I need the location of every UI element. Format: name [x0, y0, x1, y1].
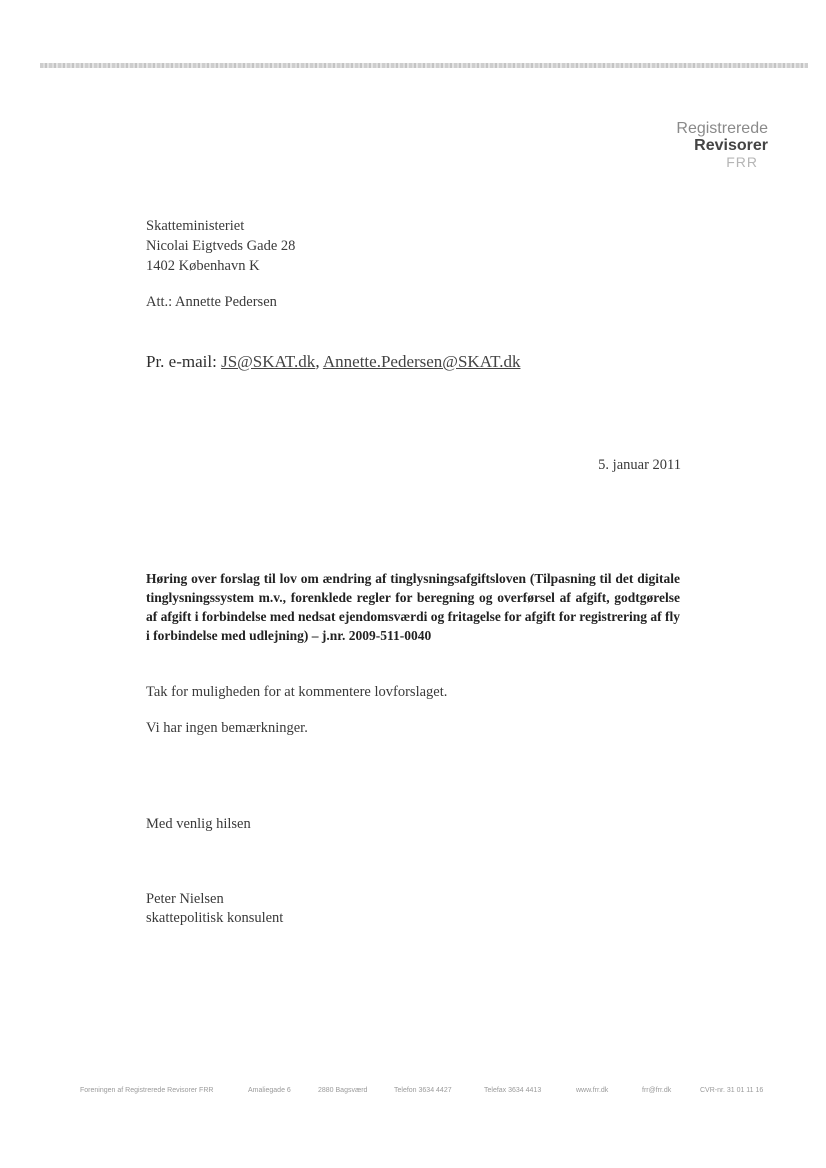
letter-date: 5. januar 2011	[598, 457, 681, 473]
body-paragraph-1: Tak for muligheden for at kommentere lovforslaget.	[146, 684, 448, 700]
footer-postal: 2880 Bagsværd	[318, 1087, 368, 1094]
email-separator: ,	[315, 352, 320, 371]
email-line	[146, 352, 520, 372]
attention-line: Att.: Annette Pedersen	[146, 294, 277, 310]
closing: Med venlig hilsen	[146, 816, 251, 832]
email-link-2[interactable]: Annette.Pedersen@SKAT.dk	[322, 352, 521, 371]
page-footer	[80, 1087, 780, 1101]
footer-web: www.frr.dk	[576, 1087, 609, 1094]
body-paragraph-2: Vi har ingen bemærkninger.	[146, 720, 308, 736]
email-link-1[interactable]: JS@SKAT.dk	[221, 352, 316, 371]
footer-cvr: CVR-nr. 31 01 11 16	[700, 1087, 764, 1094]
footer-address: Amaliegade 6	[248, 1087, 291, 1094]
footer-email: frr@frr.dk	[642, 1087, 672, 1094]
footer-org: Foreningen af Registrerede Revisorer FRR	[80, 1087, 214, 1094]
logo-line-3: FRR	[726, 154, 758, 170]
email-prefix: Pr. e-mail:	[146, 352, 217, 371]
recipient-name: Skatteministeriet	[146, 218, 245, 234]
signature-block	[146, 890, 283, 928]
recipient-street: Nicolai Eigtveds Gade 28	[146, 238, 296, 254]
logo-line-1: Registrerede	[676, 120, 768, 137]
letterhead-logo	[676, 120, 768, 171]
recipient-city: 1402 København K	[146, 258, 260, 274]
recipient-address	[146, 216, 295, 276]
footer-phone: Telefon 3634 4427	[394, 1087, 452, 1094]
logo-line-2: Revisorer	[694, 137, 768, 154]
subject-heading: Høring over forslag til lov om ændring af tinglysningsafgiftsloven (Tilpasning til det digitale tinglysningssystem m.v., forenklede regler for beregning og overførsel af afgift, godtgørelse af afgift i forbindelse med nedsat ejendomsværdi og fritagelse for afgift for registrering af fly i forbindelse med udlejning) – j.nr. 2009-511-0040	[146, 571, 680, 643]
footer-fax: Telefax 3634 4413	[484, 1087, 542, 1094]
signature-title: skattepolitisk konsulent	[146, 910, 284, 926]
signature-name: Peter Nielsen	[146, 891, 224, 907]
scan-artifact-bar	[40, 63, 808, 68]
